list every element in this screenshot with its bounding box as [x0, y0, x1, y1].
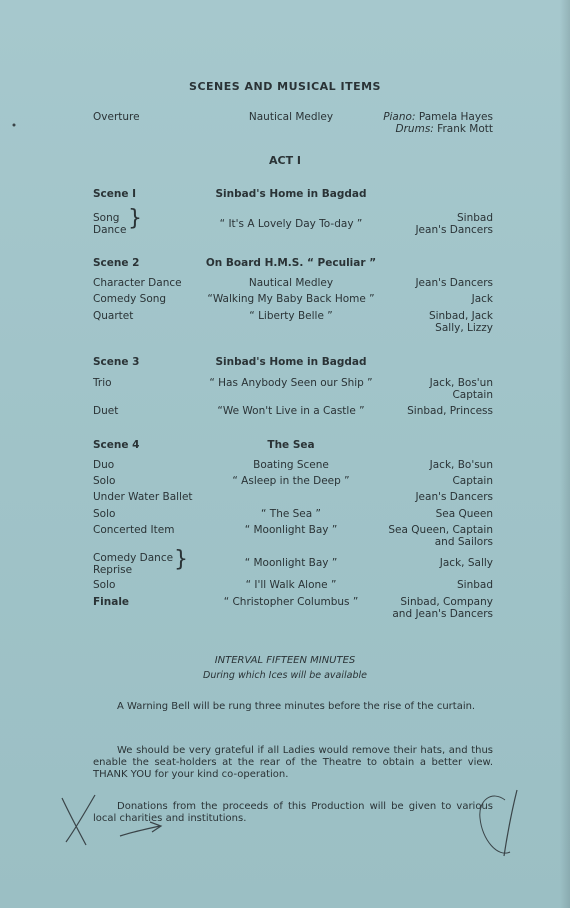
item-performer: Jack	[471, 293, 493, 305]
item-title: “ Asleep in the Deep ”	[232, 475, 350, 487]
item-label: Duo	[93, 459, 115, 471]
piano-name: Pamela Hayes	[418, 111, 493, 123]
item-label: Quartet	[93, 310, 134, 322]
item-label: Duet	[93, 405, 119, 417]
item-performer: Sinbad	[456, 212, 493, 224]
item-title: “ Moonlight Bay ”	[244, 557, 338, 569]
scene-title: Sinbad's Home in Bagdad	[215, 188, 367, 200]
ink-dot	[13, 124, 16, 127]
pencil-mark	[504, 790, 517, 856]
item-label-2: Reprise	[93, 564, 133, 576]
pencil-arrow-icon	[120, 822, 161, 836]
scene-heading: Scene 4	[93, 439, 140, 451]
scene-title: On Board H.M.S. “ Peculiar ”	[205, 257, 377, 269]
item-label: Solo	[93, 475, 116, 487]
item-label: Concerted Item	[93, 524, 175, 536]
item-performer: Sea Queen, Captain	[388, 524, 493, 536]
brace-icon: }	[174, 547, 188, 572]
item-label-2: Dance	[93, 224, 127, 236]
item-title: Boating Scene	[253, 459, 329, 471]
item-performer: Jack, Bo'sun	[429, 459, 493, 471]
scene-title: The Sea	[267, 439, 315, 451]
scene-title: Sinbad's Home in Bagdad	[215, 356, 367, 368]
item-title: “ Christopher Columbus ”	[223, 596, 359, 608]
item-performer: Jack, Sally	[439, 557, 493, 569]
item-title: “ The Sea ”	[261, 508, 321, 520]
item-performer-2: and Sailors	[434, 536, 493, 548]
item-label: Comedy Dance	[93, 552, 174, 564]
item-performer: Sinbad, Princess	[407, 405, 493, 417]
item-performer-2: Captain	[452, 389, 493, 401]
item-performer: Sinbad, Company	[400, 596, 493, 608]
notice-donations: Donations from the proceeds of this Production will be given to various local charities and institutions.	[93, 801, 493, 824]
item-label: Finale	[93, 596, 130, 608]
item-title: “ I'll Walk Alone ”	[245, 579, 337, 591]
item-label: Comedy Song	[93, 293, 167, 305]
item-title: “ It's A Lovely Day To-day ”	[219, 218, 363, 230]
item-title: “ Moonlight Bay ”	[244, 524, 338, 536]
drums-name: Frank Mott	[437, 123, 493, 135]
interval-subtitle: During which Ices will be available	[203, 670, 367, 681]
item-performer-2: Sally, Lizzy	[435, 322, 493, 334]
act-heading: ACT I	[268, 154, 301, 167]
item-title: “We Won't Live in a Castle ”	[217, 405, 365, 417]
item-performer-2: Jean's Dancers	[415, 224, 493, 236]
scene-heading: Scene I	[93, 188, 137, 200]
item-performer: Sinbad	[456, 579, 493, 591]
overture-label: Overture	[93, 111, 140, 123]
drums-label: Drums:	[395, 123, 434, 135]
item-performer-2: and Jean's Dancers	[392, 608, 493, 620]
item-title: “ Has Anybody Seen our Ship ”	[209, 377, 373, 389]
notice-warning-bell: A Warning Bell will be rung three minutes before the rise of the curtain.	[117, 701, 476, 712]
item-performer: Jean's Dancers	[415, 491, 493, 503]
item-label: Solo	[93, 508, 116, 520]
item-performer: Sinbad, Jack	[428, 310, 493, 322]
scene-heading: Scene 3	[93, 356, 140, 368]
piano-label: Piano:	[383, 111, 416, 123]
item-title: “Walking My Baby Back Home ”	[207, 293, 375, 305]
pencil-mark	[62, 798, 86, 845]
page-title: SCENES AND MUSICAL ITEMS	[189, 80, 381, 93]
item-label: Solo	[93, 579, 116, 591]
interval-title: INTERVAL FIFTEEN MINUTES	[214, 655, 356, 666]
scene-heading: Scene 2	[93, 257, 140, 269]
item-label: Under Water Ballet	[93, 491, 193, 503]
notice-hats: We should be very grateful if all Ladies would remove their hats, and thus enable the seat-holders at the rear of the Theatre to obtain a better view. THANK YOU for your kind co-operation.	[93, 745, 493, 780]
brace-icon: }	[128, 206, 142, 231]
item-label: Character Dance	[93, 277, 182, 289]
item-performer: Jack, Bos'un	[429, 377, 493, 389]
item-performer: Jean's Dancers	[415, 277, 493, 289]
item-title: “ Liberty Belle ”	[249, 310, 333, 322]
overture-item: Nautical Medley	[248, 111, 334, 123]
item-performer: Sea Queen	[435, 508, 493, 520]
item-label: Song	[93, 212, 120, 224]
item-performer: Captain	[452, 475, 493, 487]
item-title: Nautical Medley	[248, 277, 334, 289]
item-label: Trio	[93, 377, 112, 389]
